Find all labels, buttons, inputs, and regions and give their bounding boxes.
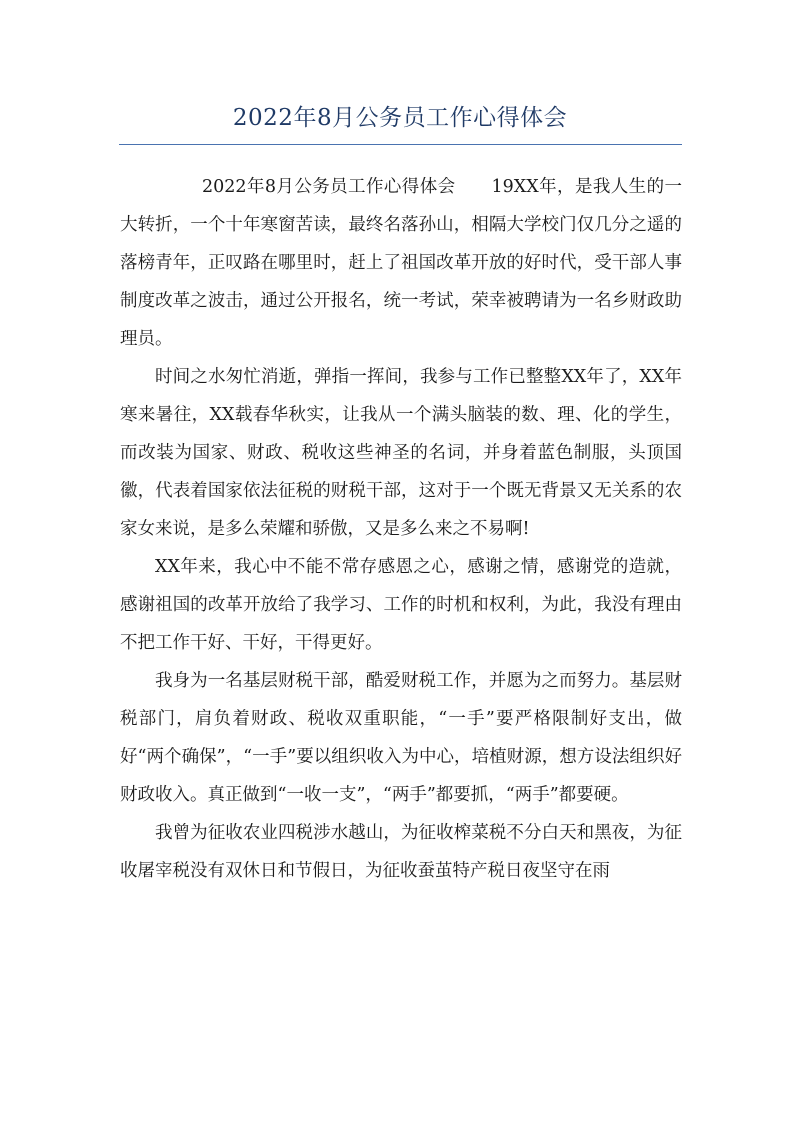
paragraph-4: 我身为一名基层财税干部，酷爱财税工作，并愿为之而努力。基层财税部门，肩负着财政、税收双重职能，“一手”要严格限制好支出，做好“两个确保”，“一手”要以组织收入为中心，培植财源，想方设法组织好财政收入。真正做到“一收一支”，“两手”都要抓，“两手”都要硬。	[120, 671, 682, 805]
paragraph-3: XX年来，我心中不能不常存感恩之心，感谢之情，感谢党的造就，感谢祖国的改革开放给了我学习、工作的时机和权利，为此，我没有理由不把工作干好、干好，干得更好。	[120, 557, 682, 653]
paragraph-5: 我曾为征收农业四税涉水越山，为征收榨菜税不分白天和黑夜，为征收屠宰税没有双休日和节假日，为征收蚕茧特产税日夜坚守在雨	[120, 823, 682, 881]
intro-heading: 2022年8月公务员工作心得体会	[202, 177, 456, 197]
paragraph-2: 时间之水匆忙消逝，弹指一挥间，我参与工作已整整XX年了，XX年寒来暑往，XX载春华秋实，让我从一个满头脑装的数、理、化的学生，而改装为国家、财政、税收这些神圣的名词，并身着蓝色制服，头顶国徽，代表着国家依法征税的财税干部，这对于一个既无背景又无关系的农家女来说，是多么荣耀和骄傲，又是多么来之不易啊!	[120, 367, 682, 539]
paragraph-text: 19XX年，是我人生的一大转折，一个十年寒窗苦读，最终名落孙山，相隔大学校门仅几分之遥的落榜青年，正叹路在哪里时，赶上了祖国改革开放的好时代，受干部人事制度改革之波击，通过公开报名，统一考试，荣幸被聘请为一名乡财政助理员。	[120, 177, 683, 349]
document-title: 2022年8月公务员工作心得体会	[232, 105, 568, 131]
document-body	[120, 168, 682, 890]
paragraph-1	[120, 168, 682, 358]
title-underline	[119, 144, 682, 145]
